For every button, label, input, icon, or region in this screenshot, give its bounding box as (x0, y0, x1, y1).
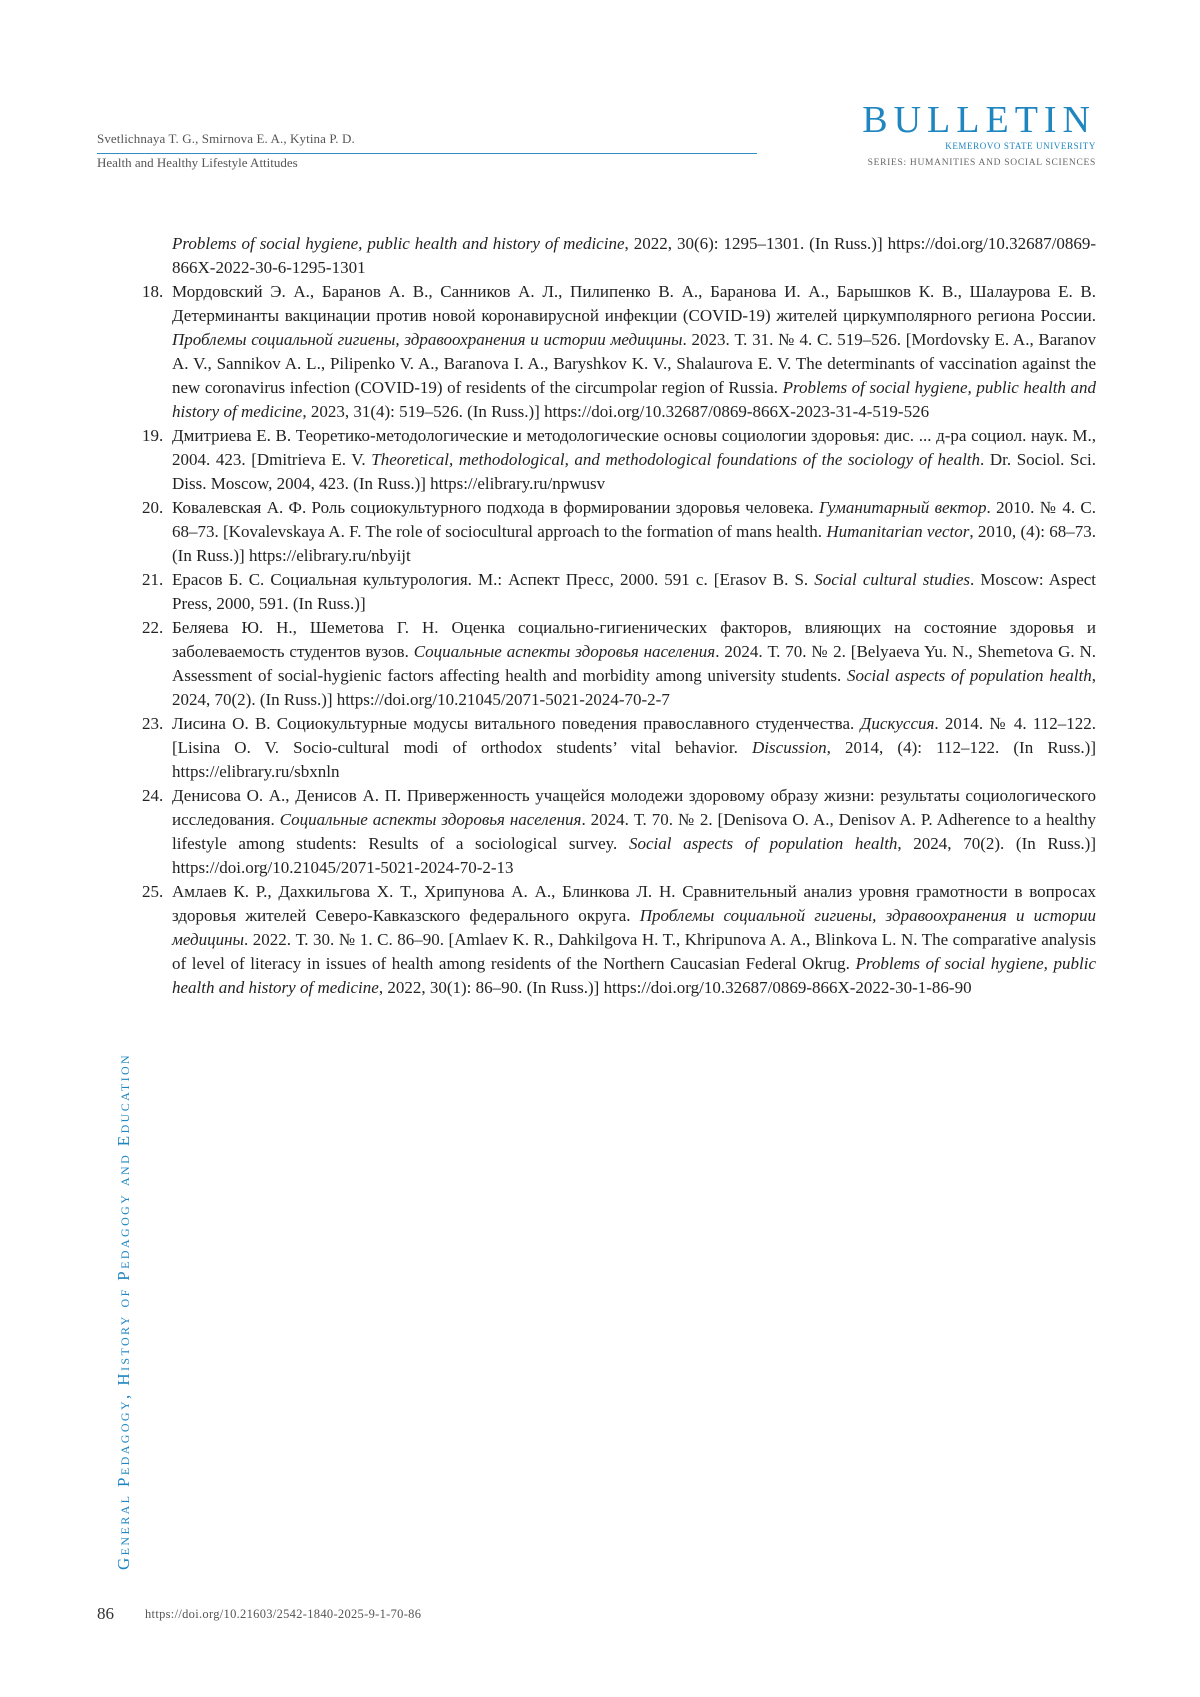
reference-number: 19. (142, 426, 164, 445)
reference-source-title: Дискуссия (860, 714, 935, 733)
reference-text: , 2024, 70(2). (In Russ.)] https://doi.org/10.21045/2071-5021-2024-70-2-13 (172, 834, 1097, 877)
reference-text: . 2022. Т. 30. № 1. С. 86–90. [Amlaev K. R., Dahkilgova H. T., Khripunova A. A., Blinkova L. N. The comparative analysis of level of literacy in issues of health among residents of the Northern Caucasian Federal Okrug. (172, 930, 1096, 973)
reference-item (142, 784, 1097, 880)
reference-source-title: Проблемы социальной гигиены, здравоохранения и истории медицины (172, 906, 1096, 949)
reference-item (142, 616, 1097, 712)
logo-subtitle-series: SERIES: HUMANITIES AND SOCIAL SCIENCES (867, 158, 1096, 168)
reference-text: Дмитриева Е. В. Теоретико-методологические и методологические основы социологии здоровья: дис. ... д-ра социол. наук. М., 2004. 423. [Dmitrieva E. V. (172, 426, 1096, 469)
reference-text: . 2024. Т. 70. № 2. [Belyaeva Yu. N., Shemetova G. N. Assessment of social-hygienic factors affecting health and morbidity among university students. (172, 642, 1097, 685)
reference-text: . Moscow: Aspect Press, 2000, 591. (In Russ.)] (172, 570, 1097, 613)
reference-number: 18. (142, 282, 164, 301)
journal-logo (862, 100, 1096, 169)
reference-source-title: Humanitarian vector (826, 522, 970, 541)
reference-item (142, 496, 1096, 568)
reference-number: 22. (142, 618, 164, 637)
reference-text: Мордовский Э. А., Баранов А. В., Санников А. Л., Пилипенко В. А., Баранова И. А., Барышков К. В., Шалаурова Е. В. Детерминанты вакцинации против новой коронавирусной инфекции (COVID-19) жителей циркумполярного региона России. (172, 282, 1096, 325)
reference-item (142, 712, 1097, 784)
reference-text: . 2010. № 4. С. 68–73. [Kovalevskaya A. F. The role of sociocultural approach to the formation of mans health. (172, 498, 1096, 541)
reference-source-title: Problems of social hygiene, public health and history of medicine (172, 234, 625, 253)
reference-text: Ковалевская А. Ф. Роль социокультурного подхода в формировании здоровья человека. (172, 498, 819, 517)
reference-text: . 2014. № 4. 112–122. [Lisina O. V. Socio-cultural modi of orthodox students’ vital behavior. (172, 714, 1097, 757)
reference-item (142, 568, 1097, 616)
reference-text: Денисова О. А., Денисов А. П. Приверженность учащейся молодежи здоровому образу жизни: результаты социологического исследования. (172, 786, 1096, 829)
reference-number: 23. (142, 714, 164, 733)
page-number: 86 (97, 1604, 114, 1623)
reference-text: . 2024. Т. 70. № 2. [Denisova O. A., Denisov A. P. Adherence to a healthy lifestyle among students: Results of a sociological survey. (172, 810, 1096, 853)
reference-item (172, 232, 1096, 280)
reference-text: Лисина О. В. Социокультурные модусы витального поведения православного студенчества. (172, 714, 861, 733)
reference-text: , 2022, 30(6): 1295–1301. (In Russ.)] https://doi.org/10.32687/0869-866X-2022-30-6-1295-1301 (172, 234, 1096, 277)
reference-number: 20. (142, 498, 164, 517)
reference-text: , 2010, (4): 68–73. (In Russ.)] https://elibrary.ru/nbyijt (172, 522, 1096, 565)
reference-text: , 2022, 30(1): 86–90. (In Russ.)] https://doi.org/10.32687/0869-866X-2022-30-1-86-90 (378, 978, 972, 997)
reference-text: , 2024, 70(2). (In Russ.)] https://doi.org/10.21045/2071-5021-2024-70-2-7 (172, 666, 1096, 709)
reference-source-title: Discussion (752, 738, 827, 757)
reference-source-title: Problems of social hygiene, public health and history of medicine (172, 378, 1096, 421)
reference-source-title: Social cultural studies (814, 570, 971, 589)
reference-text: . Dr. Sociol. Sci. Diss. Moscow, 2004, 423. (In Russ.)] https://elibrary.ru/npwusv (172, 450, 1096, 493)
reference-source-title: Социальные аспекты здоровья населения (279, 810, 582, 829)
reference-item (142, 280, 1097, 424)
reference-source-title: Гуманитарный вектор (818, 498, 987, 517)
running-header-authors: Svetlichnaya T. G., Smirnova E. A., Kytina P. D. (97, 131, 757, 154)
reference-text: Беляева Ю. Н., Шеметова Г. Н. Оценка социально-гигиенических факторов, влияющих на состояние здоровья и заболеваемость студентов вузов. (172, 618, 1096, 661)
reference-source-title: Социальные аспекты здоровья населения (413, 642, 716, 661)
running-header-topic: Health and Healthy Lifestyle Attitudes (97, 155, 298, 170)
logo-subtitle-university: KEMEROVO STATE UNIVERSITY (945, 141, 1096, 151)
reference-text: , 2023, 31(4): 519–526. (In Russ.)] https://doi.org/10.32687/0869-866X-2023-31-4-519-526 (302, 402, 930, 421)
reference-source-title: Problems of social hygiene, public health and history of medicine (172, 954, 1096, 997)
reference-number: 24. (142, 786, 164, 805)
reference-source-title: Social aspects of population health (628, 834, 898, 853)
reference-text: . 2023. Т. 31. № 4. С. 519–526. [Mordovsky E. A., Baranov A. V., Sannikov A. L., Pilipenko V. A., Baranova I. A., Baryshkov K. V., Shalaurova E. V. The determinants of vaccination against the new coronavirus infection (COVID-19) of residents of the circumpolar region of Russia. (172, 330, 1097, 397)
reference-source-title: Theoretical, methodological, and methodological foundations of the sociology of health (371, 450, 981, 469)
reference-source-title: Social aspects of population health (846, 666, 1092, 685)
reference-list (142, 232, 1097, 1000)
reference-item (142, 424, 1096, 496)
logo-title: BULLETIN (862, 99, 1096, 141)
reference-number: 21. (142, 570, 164, 589)
reference-text: Ерасов Б. С. Социальная культурология. М.: Аспект Пресс, 2000. 591 с. [Erasov B. S. (172, 570, 815, 589)
footer-doi: https://doi.org/10.21603/2542-1840-2025-9-1-70-86 (145, 1607, 422, 1621)
reference-source-title: Проблемы социальной гигиены, здравоохранения и истории медицины (172, 330, 683, 349)
reference-text: , 2014, (4): 112–122. (In Russ.)] https://elibrary.ru/sbxnln (172, 738, 1096, 781)
reference-number: 25. (142, 882, 164, 901)
sidebar-section-title: General Pedagogy, History of Pedagogy and Education (114, 1052, 133, 1570)
reference-text: Амлаев К. Р., Дахкильгова Х. Т., Хрипунова А. А., Блинкова Л. Н. Сравнительный анализ уровня грамотности в вопросах здоровья жителей Северо-Кавказского федерального округа. (172, 882, 1096, 925)
reference-item (142, 880, 1096, 1000)
